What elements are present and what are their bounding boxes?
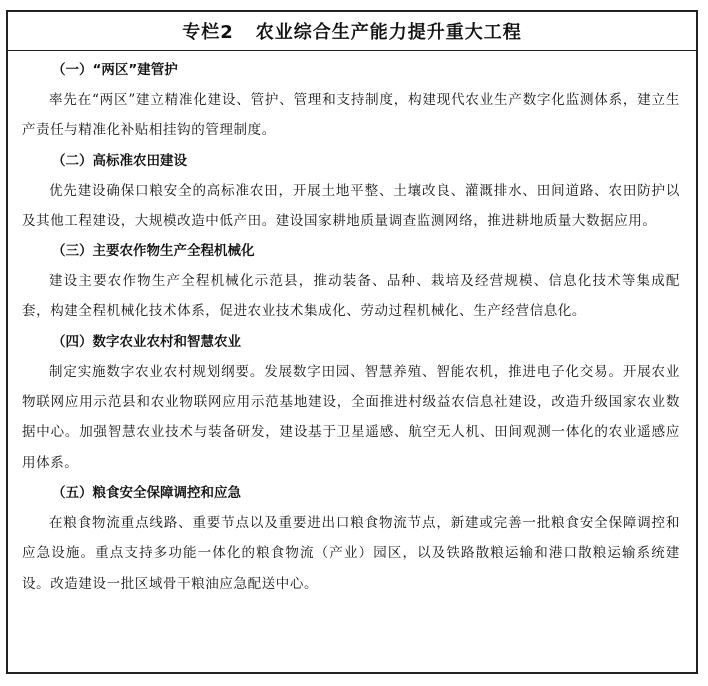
section-body: 率先在“两区”建立精准化建设、管护、管理和支持制度，构建现代农业生产数字化监测体系，建立生产责任与精准化补贴相挂钩的管理制度。 [22,92,680,139]
feature-box-content [8,51,696,599]
section-heading: （五）粮食安全保障调控和应急 [52,484,241,501]
section-heading: （二）高标准农田建设 [52,152,187,169]
section-two-zones [22,55,680,146]
section-heading: （四）数字农业农村和智慧农业 [52,333,241,350]
section-food-security [22,478,680,599]
feature-box-title-bar [8,12,696,51]
section-body: 优先建设确保口粮安全的高标准农田，开展土地平整、土壤改良、灌溉排水、田间道路、农田防护以及其他工程建设，大规模改造中低产田。建设国家耕地质量调查监测网络，推进耕地质量大数据应用。 [22,182,680,229]
feature-box-title: 农业综合生产能力提升重大工程 [255,22,522,43]
section-heading: （三）主要农作物生产全程机械化 [52,243,255,260]
feature-box-label: 专栏2 [182,22,234,43]
section-body: 在粮食物流重点线路、重要节点以及重要进出口粮食物流节点，新建或完善一批粮食安全保障调控和应急设施。重点支持多功能一体化的粮食物流（产业）园区，以及铁路散粮运输和港口散粮运输系统建设。改造建设一批区域骨干粮油应急配送中心。 [22,514,680,592]
section-high-standard-farmland [22,146,680,237]
section-heading: （一）“两区”建管护 [52,62,178,78]
section-mechanization [22,236,680,327]
section-body: 建设主要农作物生产全程机械化示范县，推动装备、品种、栽培及经营规模、信息化技术等集成配套，构建全程机械化技术体系，促进农业技术集成化、劳动过程机械化、生产经营信息化。 [22,273,680,320]
feature-box [6,10,698,674]
section-digital-agriculture [22,327,680,478]
section-body: 制定实施数字农业农村规划纲要。发展数字田园、智慧养殖、智能农机，推进电子化交易。开展农业物联网应用示范县和农业物联网应用示范基地建设，全面推进村级益农信息社建设，改造升级国家农业数据中心。加强智慧农业技术与装备研发，建设基于卫星遥感、航空无人机、田间观测一体化的农业遥感应用体系。 [22,363,680,471]
